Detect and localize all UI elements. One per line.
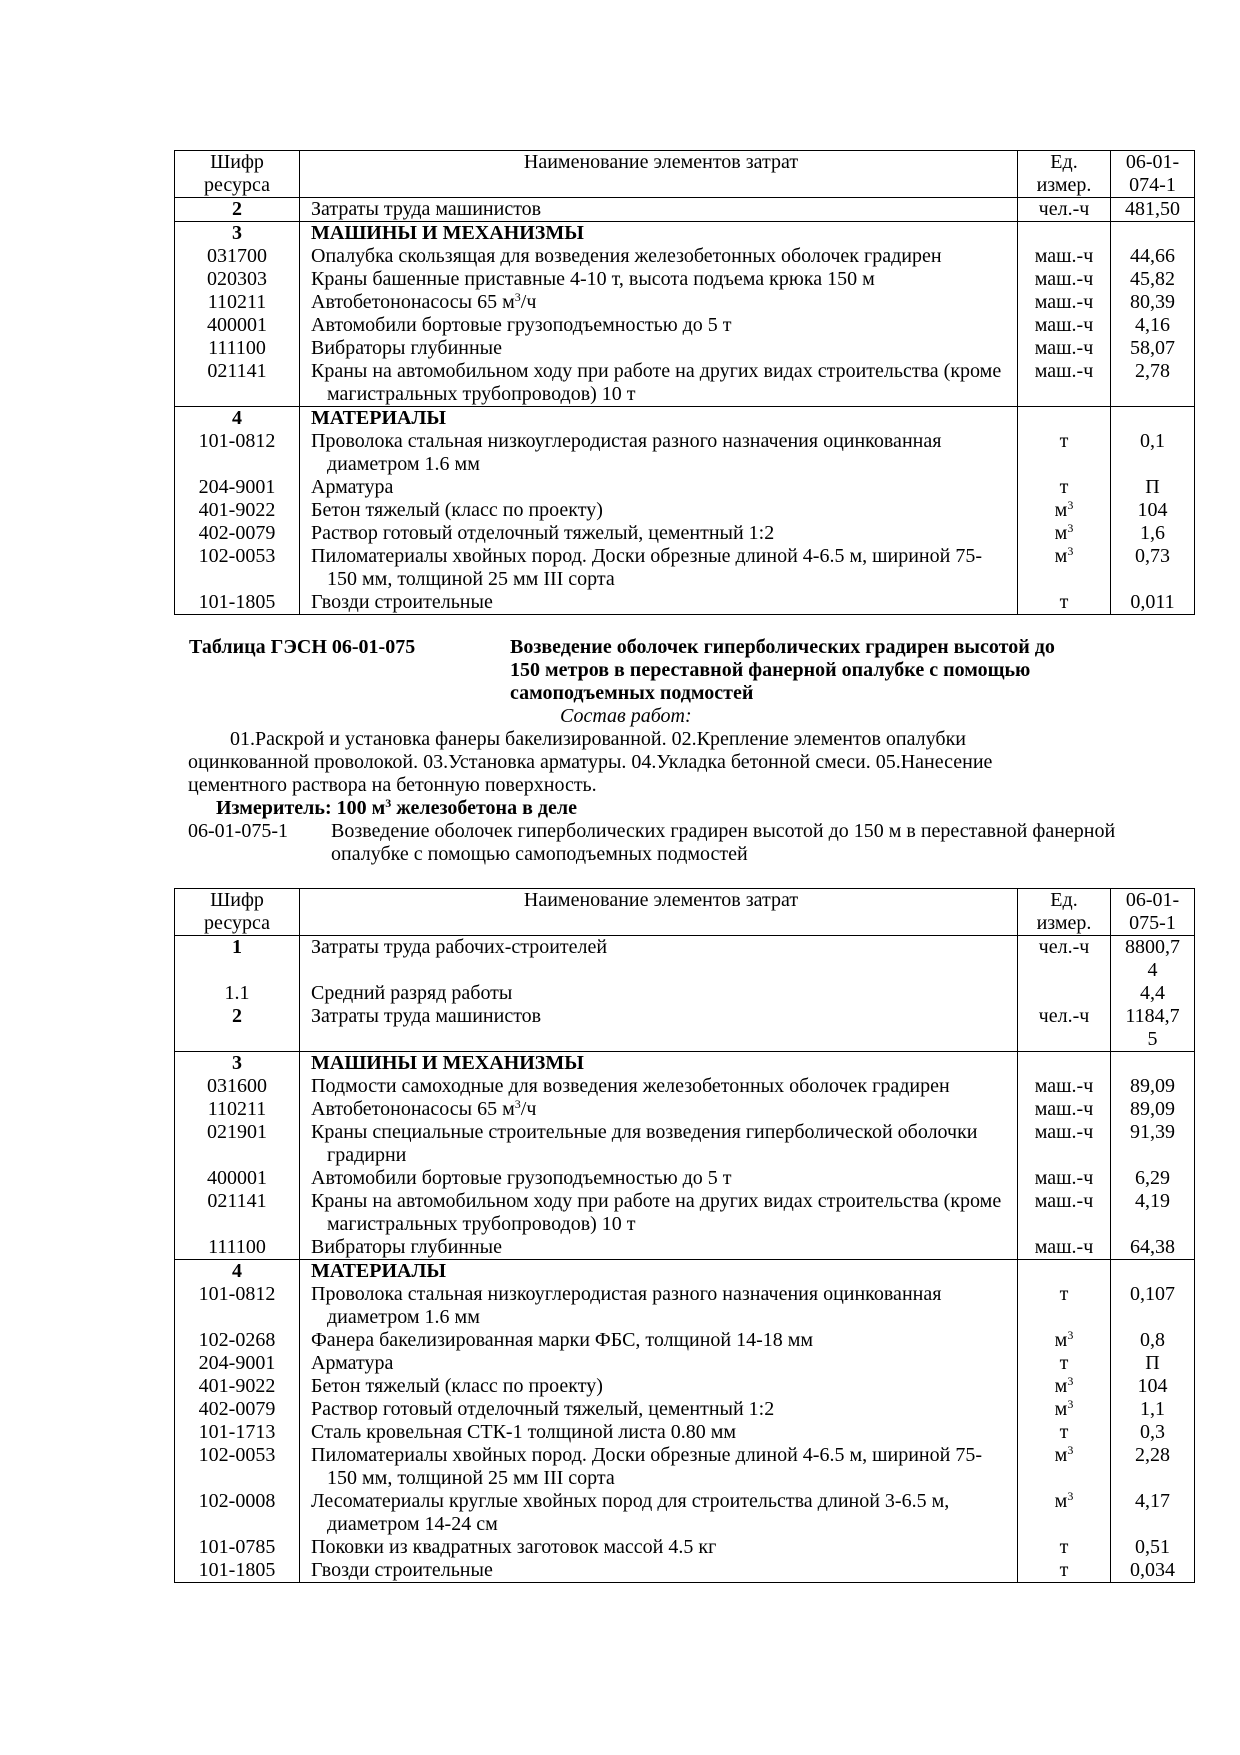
resource-name-text: Арматура [311, 1352, 394, 1374]
resource-name-text: Вибраторы глубинные [311, 1236, 502, 1258]
table-row [175, 499, 1195, 522]
unit: чел.-ч [1018, 936, 1111, 983]
resource-name-text: МАШИНЫ И МЕХАНИЗМЫ [311, 1052, 584, 1074]
unit: маш.-ч [1018, 314, 1111, 337]
resource-name [300, 1444, 1018, 1490]
norm-value: 80,39 [1111, 291, 1195, 314]
table-row [175, 522, 1195, 545]
resource-name [300, 1052, 1018, 1076]
resource-code: 2 [175, 198, 300, 222]
table-row [175, 268, 1195, 291]
resource-code: 110211 [175, 1098, 300, 1121]
unit: маш.-ч [1018, 1167, 1111, 1190]
resource-code: 021141 [175, 1190, 300, 1236]
resource-name [300, 1490, 1018, 1536]
unit: т [1018, 1352, 1111, 1375]
norm-value: 6,29 [1111, 1167, 1195, 1190]
unit [1018, 982, 1111, 1005]
resource-code: 101-0812 [175, 1283, 300, 1329]
resource-code: 1 [175, 936, 300, 983]
resource-code: 020303 [175, 268, 300, 291]
resource-name-text: Краны на автомобильном ходу при работе на других видах строительства (кроме магистральных трубопроводов) 10 т [311, 1190, 1002, 1235]
unit: $м^3$ [1018, 499, 1111, 522]
resource-code: 101-1805 [175, 591, 300, 615]
resource-name [300, 1536, 1018, 1559]
norm-value: 45,82 [1111, 268, 1195, 291]
table-row [175, 1398, 1195, 1421]
table-row [175, 1490, 1195, 1536]
norm-value: 1184,75 [1111, 1005, 1195, 1052]
resource-code: 102-0053 [175, 1444, 300, 1490]
resource-name-text: Автобетононасосы 65 $м^3/ч$ [311, 1097, 537, 1120]
table-row [175, 430, 1195, 476]
resource-code: 031700 [175, 245, 300, 268]
unit [1018, 1052, 1111, 1076]
resource-code: 401-9022 [175, 499, 300, 522]
unit: маш.-ч [1018, 1236, 1111, 1260]
resource-name [300, 314, 1018, 337]
unit: т [1018, 476, 1111, 499]
table-row [175, 1190, 1195, 1236]
table-row [175, 1559, 1195, 1583]
resource-code: 1.1 [175, 982, 300, 1005]
resource-name-text: Краны башенные приставные 4-10 т, высота подъема крюка 150 м [311, 268, 875, 290]
norm-value: 104 [1111, 1375, 1195, 1398]
table-row [175, 291, 1195, 314]
resource-code: 3 [175, 1052, 300, 1076]
norm-value: 89,09 [1111, 1098, 1195, 1121]
resource-name-text: Проволока стальная низкоуглеродистая разного назначения оцинкованная диаметром 1.6 мм [311, 1283, 942, 1328]
resource-code: 031600 [175, 1075, 300, 1098]
norm-value: 1,1 [1111, 1398, 1195, 1421]
table-row [175, 245, 1195, 268]
resource-name-text: Подмости самоходные для возведения железобетонных оболочек градирен [311, 1075, 950, 1097]
table-row [175, 1236, 1195, 1260]
unit: маш.-ч [1018, 337, 1111, 360]
resource-name-text: Автомобили бортовые грузоподъемностью до 5 т [311, 314, 732, 336]
resource-name-text: Автобетононасосы 65 $м^3/ч$ [311, 290, 537, 313]
unit [1018, 1260, 1111, 1284]
norm-value: 4,19 [1111, 1190, 1195, 1236]
norm-value: 1,6 [1111, 522, 1195, 545]
norm-value: 0,51 [1111, 1536, 1195, 1559]
resource-code: 402-0079 [175, 522, 300, 545]
table-row [175, 936, 1195, 983]
table-row [175, 545, 1195, 591]
norm-value: 0,3 [1111, 1421, 1195, 1444]
norm-value: 0,034 [1111, 1559, 1195, 1583]
unit: маш.-ч [1018, 1098, 1111, 1121]
table-row [175, 1260, 1195, 1284]
resource-code: 101-0785 [175, 1536, 300, 1559]
table-row [175, 982, 1195, 1005]
unit: $м^3$ [1018, 1329, 1111, 1352]
norm-value: 2,78 [1111, 360, 1195, 407]
norm-value: 4,4 [1111, 982, 1195, 1005]
resource-name [300, 1167, 1018, 1190]
resource-name-text: Проволока стальная низкоуглеродистая разного назначения оцинкованная диаметром 1.6 мм [311, 430, 942, 475]
header-rate: 06-01-074-1 [1111, 151, 1195, 198]
resource-code: 102-0053 [175, 545, 300, 591]
resource-name [300, 407, 1018, 431]
resource-code: 2 [175, 1005, 300, 1052]
norm-value: 91,39 [1111, 1121, 1195, 1167]
resource-name-text: Краны на автомобильном ходу при работе на других видах строительства (кроме магистральных трубопроводов) 10 т [311, 360, 1002, 405]
resource-name [300, 198, 1018, 222]
resource-name-text: Раствор готовый отделочный тяжелый, цементный 1:2 [311, 1398, 775, 1420]
resource-code: 4 [175, 1260, 300, 1284]
resource-name-text: Бетон тяжелый (класс по проекту) [311, 1375, 603, 1397]
resource-name-text: Краны специальные строительные для возведения гиперболической оболочки градирни [311, 1121, 978, 1166]
norm-value: 4,16 [1111, 314, 1195, 337]
norm-value [1111, 407, 1195, 431]
resource-name-text: Пиломатериалы хвойных пород. Доски обрезные длиной 4-6.5 м, шириной 75-150 мм, толщиной 25 мм III сорта [311, 1444, 982, 1489]
resource-name-text: Поковки из квадратных заготовок массой 4.5 кг [311, 1536, 717, 1558]
resource-name [300, 360, 1018, 407]
table-label: Таблица ГЭСН 06-01-075 [189, 636, 416, 658]
resource-name [300, 1559, 1018, 1583]
resource-name [300, 291, 1018, 314]
resource-name [300, 1098, 1018, 1121]
table-row [175, 314, 1195, 337]
resource-code: 401-9022 [175, 1375, 300, 1398]
resource-name-text: Затраты труда рабочих-строителей [311, 936, 608, 958]
resource-name [300, 1329, 1018, 1352]
table-row [175, 1375, 1195, 1398]
resource-name [300, 1283, 1018, 1329]
header-code: Шифр ресурса [175, 889, 300, 936]
table-row [175, 1352, 1195, 1375]
resource-name-text: Раствор готовый отделочный тяжелый, цементный 1:2 [311, 522, 775, 544]
resource-name-text: Пиломатериалы хвойных пород. Доски обрезные длиной 4-6.5 м, шириной 75-150 мм, толщиной 25 мм III сорта [311, 545, 982, 590]
resource-code: 101-0812 [175, 430, 300, 476]
resource-name [300, 1121, 1018, 1167]
unit: маш.-ч [1018, 291, 1111, 314]
resource-name [300, 522, 1018, 545]
resource-name [300, 499, 1018, 522]
unit: маш.-ч [1018, 268, 1111, 291]
table-title: Возведение оболочек гиперболических градирен высотой до 150 метров в переставной фанерной опалубке с помощью самоподъемных подмостей [510, 636, 1055, 704]
resource-name-text: МАШИНЫ И МЕХАНИЗМЫ [311, 222, 584, 244]
resource-code: 400001 [175, 314, 300, 337]
works-list: 01.Раскрой и установка фанеры бакелизированной. 02.Крепление элементов опалубки оцинкованной проволокой. 03.Установка арматуры. 04.Укладка бетонной смеси. 05.Нанесение цементного раствора на бетонную поверхность. [188, 728, 993, 796]
norm-value: 89,09 [1111, 1075, 1195, 1098]
norm-value [1111, 222, 1195, 246]
resource-name-text: Автомобили бортовые грузоподъемностью до 5 т [311, 1167, 732, 1189]
header-unit: Ед. измер. [1018, 151, 1111, 198]
unit: т [1018, 430, 1111, 476]
table-row [175, 1283, 1195, 1329]
norm-value: П [1111, 476, 1195, 499]
unit [1018, 407, 1111, 431]
resource-code: 111100 [175, 1236, 300, 1260]
norm-value: 44,66 [1111, 245, 1195, 268]
norm-value: 58,07 [1111, 337, 1195, 360]
table-row [175, 1005, 1195, 1052]
resource-name-text: МАТЕРИАЛЫ [311, 407, 446, 429]
resource-code: 102-0268 [175, 1329, 300, 1352]
unit: т [1018, 1536, 1111, 1559]
resource-name [300, 1352, 1018, 1375]
unit: $м^3$ [1018, 1398, 1111, 1421]
unit: т [1018, 591, 1111, 615]
unit: т [1018, 1283, 1111, 1329]
resource-name-text: Гвозди строительные [311, 591, 493, 613]
resource-name [300, 268, 1018, 291]
unit: $м^3$ [1018, 1375, 1111, 1398]
norm-value: 0,107 [1111, 1283, 1195, 1329]
table-row [175, 1444, 1195, 1490]
resource-table-075 [174, 888, 1195, 1583]
norm-value: 0,011 [1111, 591, 1195, 615]
resource-name [300, 545, 1018, 591]
item-description: Возведение оболочек гиперболических градирен высотой до 150 м в переставной фанерной опалубке с помощью самоподъемных подмостей [331, 820, 1116, 865]
measure-unit: Измеритель: 100 $м^3$ железобетона в деле [216, 796, 577, 819]
unit: чел.-ч [1018, 198, 1111, 222]
resource-name [300, 245, 1018, 268]
unit: т [1018, 1421, 1111, 1444]
unit: маш.-ч [1018, 360, 1111, 407]
resource-code: 101-1713 [175, 1421, 300, 1444]
resource-code: 204-9001 [175, 1352, 300, 1375]
resource-name-text: Опалубка скользящая для возведения железобетонных оболочек градирен [311, 245, 942, 267]
resource-name-text: Затраты труда машинистов [311, 1005, 542, 1027]
unit [1018, 222, 1111, 246]
table-row [175, 1121, 1195, 1167]
header-unit: Ед. измер. [1018, 889, 1111, 936]
resource-name-text: Лесоматериалы круглые хвойных пород для строительства длиной 3-6.5 м, диаметром 14-24 см [311, 1490, 950, 1535]
resource-code: 204-9001 [175, 476, 300, 499]
sostav-label: Состав работ: [560, 705, 692, 727]
header-rate: 06-01-075-1 [1111, 889, 1195, 936]
resource-name-text: Вибраторы глубинные [311, 337, 502, 359]
resource-name [300, 591, 1018, 615]
unit: маш.-ч [1018, 1190, 1111, 1236]
header-name: Наименование элементов затрат [300, 151, 1018, 198]
resource-name [300, 337, 1018, 360]
table-header-row [175, 889, 1195, 936]
table-row [175, 1075, 1195, 1098]
table-row [175, 1536, 1195, 1559]
resource-name [300, 430, 1018, 476]
unit: маш.-ч [1018, 1075, 1111, 1098]
resource-name [300, 222, 1018, 246]
unit: $м^3$ [1018, 1490, 1111, 1536]
resource-code: 110211 [175, 291, 300, 314]
norm-value: 0,1 [1111, 430, 1195, 476]
norm-value: П [1111, 1352, 1195, 1375]
resource-name-text: Фанера бакелизированная марки ФБС, толщиной 14-18 мм [311, 1329, 814, 1351]
resource-name [300, 1398, 1018, 1421]
resource-code: 4 [175, 407, 300, 431]
resource-name [300, 1005, 1018, 1052]
table-row [175, 1052, 1195, 1076]
header-code: Шифр ресурса [175, 151, 300, 198]
table-row [175, 360, 1195, 407]
norm-value: 0,8 [1111, 1329, 1195, 1352]
table-row [175, 407, 1195, 431]
resource-name-text: Сталь кровельная СТК-1 толщиной листа 0.80 мм [311, 1421, 737, 1443]
resource-name-text: Арматура [311, 476, 394, 498]
resource-code: 021141 [175, 360, 300, 407]
table-header-row [175, 151, 1195, 198]
resource-name-text: Гвозди строительные [311, 1559, 493, 1581]
unit: $м^3$ [1018, 522, 1111, 545]
resource-name [300, 1375, 1018, 1398]
resource-name [300, 1421, 1018, 1444]
resource-name [300, 1260, 1018, 1284]
resource-name-text: Затраты труда машинистов [311, 198, 542, 220]
norm-value: 2,28 [1111, 1444, 1195, 1490]
norm-value [1111, 1260, 1195, 1284]
table-row [175, 337, 1195, 360]
norm-value: 4,17 [1111, 1490, 1195, 1536]
norm-value [1111, 1052, 1195, 1076]
unit: $м^3$ [1018, 1444, 1111, 1490]
norm-value: 64,38 [1111, 1236, 1195, 1260]
unit: чел.-ч [1018, 1005, 1111, 1052]
resource-code: 402-0079 [175, 1398, 300, 1421]
table-row [175, 222, 1195, 246]
resource-name [300, 936, 1018, 983]
norm-value: 8800,74 [1111, 936, 1195, 983]
resource-code: 111100 [175, 337, 300, 360]
resource-code: 021901 [175, 1121, 300, 1167]
header-name: Наименование элементов затрат [300, 889, 1018, 936]
norm-value: 104 [1111, 499, 1195, 522]
resource-name-text: МАТЕРИАЛЫ [311, 1260, 446, 1282]
resource-name [300, 1075, 1018, 1098]
resource-name-text: Средний разряд работы [311, 982, 513, 1004]
unit: $м^3$ [1018, 545, 1111, 591]
table-row [175, 1329, 1195, 1352]
table-row [175, 476, 1195, 499]
item-code: 06-01-075-1 [188, 820, 288, 842]
table-row [175, 1421, 1195, 1444]
resource-code: 102-0008 [175, 1490, 300, 1536]
table-row [175, 591, 1195, 615]
resource-table-074 [174, 150, 1195, 615]
table-row [175, 1098, 1195, 1121]
norm-value: 481,50 [1111, 198, 1195, 222]
resource-name [300, 982, 1018, 1005]
unit: маш.-ч [1018, 1121, 1111, 1167]
resource-name [300, 476, 1018, 499]
resource-name [300, 1236, 1018, 1260]
resource-name-text: Бетон тяжелый (класс по проекту) [311, 499, 603, 521]
resource-code: 101-1805 [175, 1559, 300, 1583]
resource-name [300, 1190, 1018, 1236]
resource-code: 3 [175, 222, 300, 246]
norm-value: 0,73 [1111, 545, 1195, 591]
resource-code: 400001 [175, 1167, 300, 1190]
table-row [175, 1167, 1195, 1190]
unit: т [1018, 1559, 1111, 1583]
unit: маш.-ч [1018, 245, 1111, 268]
table-row [175, 198, 1195, 222]
